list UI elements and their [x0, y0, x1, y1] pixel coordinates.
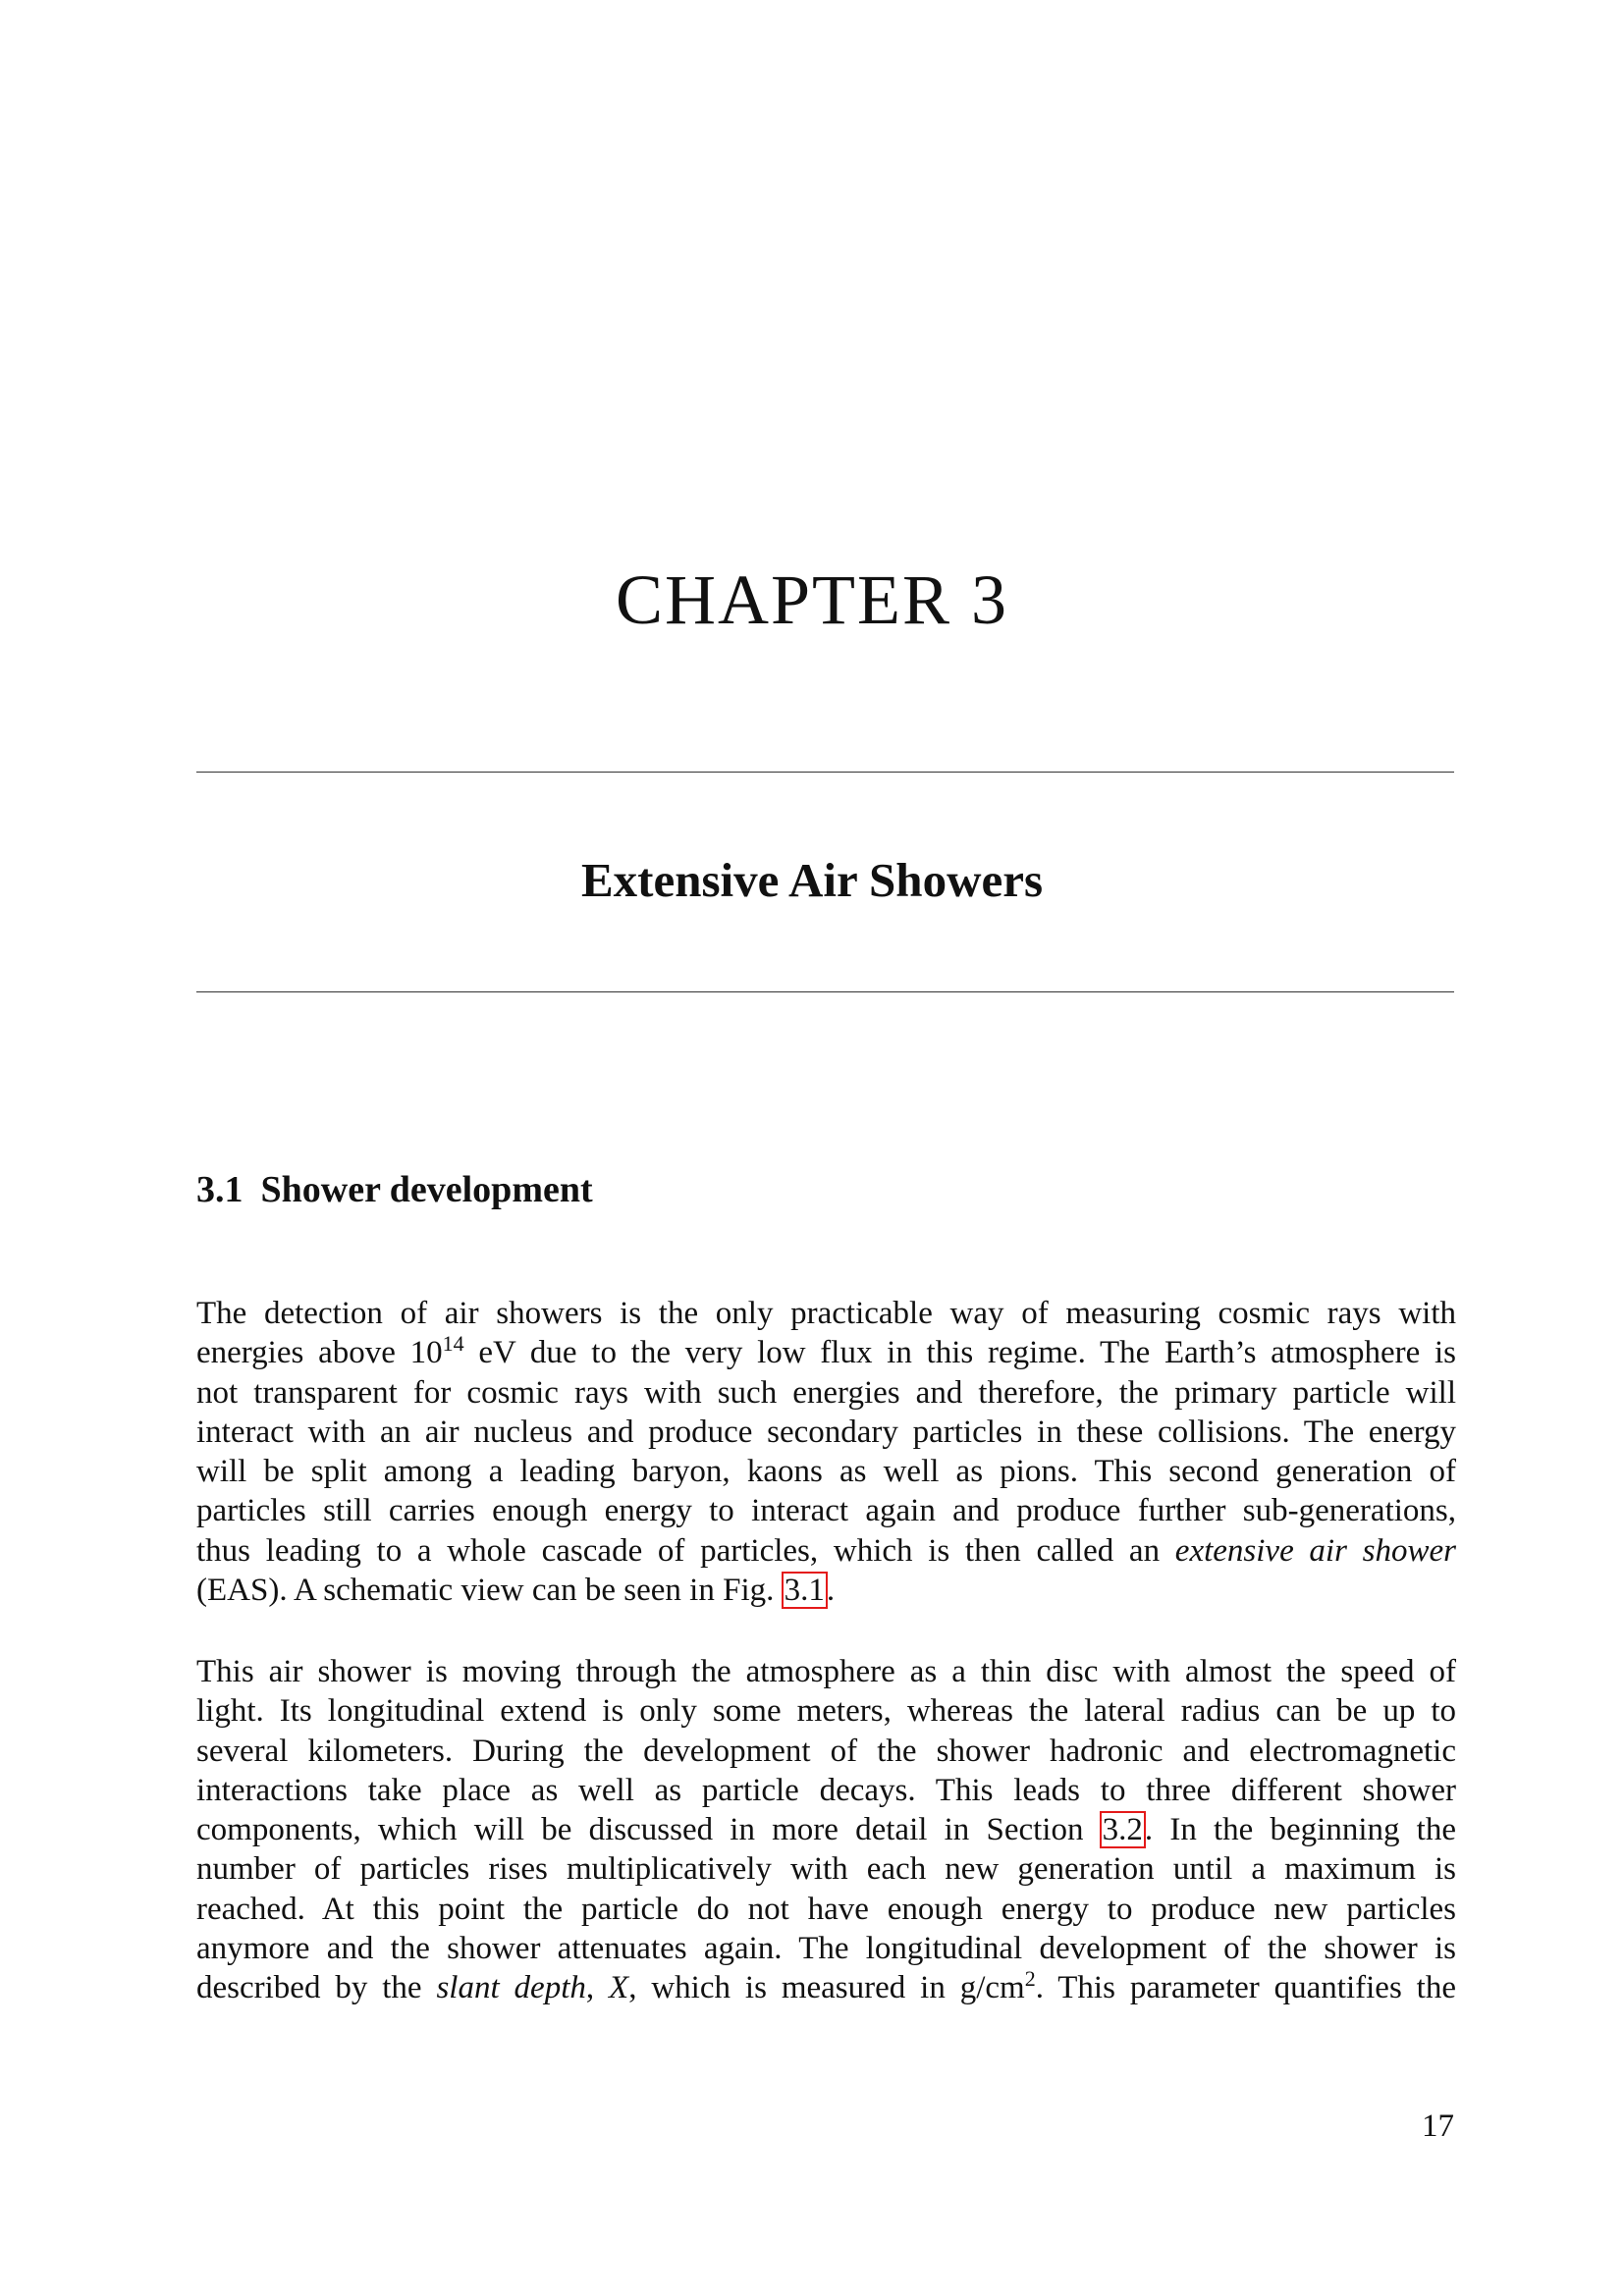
text-run: components, which will be discussed in more detail in Section — [196, 1812, 1101, 1848]
chapter-label: CHAPTER 3 — [615, 561, 1009, 639]
text-run: thus leading to a whole cascade of particles, which is then called an — [196, 1532, 1175, 1569]
text-line: number of particles rises multiplicatively with each new generation until a maximum is — [196, 1851, 1456, 1888]
text-line: will be split among a leading baryon, kaons as well as pions. This second generation of — [196, 1454, 1456, 1490]
text-line: light. Its longitudinal extend is only some meters, whereas the lateral radius can be up to — [196, 1693, 1456, 1730]
chapter-title: Extensive Air Showers — [580, 853, 1044, 907]
text-run: described by the — [196, 1970, 437, 2006]
section-heading — [196, 1168, 593, 1211]
text-run: (EAS). A schematic view can be seen in Fig. — [196, 1573, 783, 1609]
text-run: energies above 10 — [196, 1335, 443, 1371]
text-line — [196, 1571, 1456, 1610]
exponent: 14 — [442, 1331, 464, 1357]
text-line: particles still carries enough energy to interact again and produce further sub-generations, — [196, 1493, 1456, 1529]
figure-reference-link[interactable]: 3.1 — [784, 1573, 825, 1609]
text-line: interactions take place as well as particle decays. This leads to three different shower — [196, 1772, 1456, 1808]
text-line — [196, 1810, 1456, 1849]
text-line — [196, 1968, 1456, 2007]
text-run: eV due to the very low flux in this regime. The Earth’s atmosphere is — [463, 1335, 1457, 1371]
text-line: not transparent for cosmic rays with such energies and therefore, the primary particle will — [196, 1374, 1456, 1411]
text-line — [196, 1531, 1456, 1571]
exponent: 2 — [1024, 1966, 1036, 1992]
text-line: This air shower is moving through the atmosphere as a thin disc with almost the speed of — [196, 1654, 1456, 1689]
text-run: . In the beginning the — [1144, 1812, 1456, 1848]
section-reference-link[interactable]: 3.2 — [1102, 1812, 1143, 1848]
text-line: anymore and the shower attenuates again. The longitudinal development of the shower is — [196, 1931, 1456, 1967]
math-variable: X — [609, 1970, 629, 2006]
emphasis-term: slant depth — [436, 1970, 586, 2006]
chapter-rule-top — [196, 772, 1454, 773]
text-run: . This parameter quantifies the — [1035, 1970, 1456, 2006]
text-run: , — [585, 1970, 610, 2006]
paragraph-1 — [196, 1294, 1456, 1610]
text-line: The detection of air showers is the only practicable way of measuring cosmic rays with — [196, 1296, 1456, 1331]
text-line: interact with an air nucleus and produce secondary particles in these collisions. The energy — [196, 1414, 1456, 1450]
text-run: , which is measured in g/cm — [628, 1970, 1025, 2006]
text-line — [196, 1333, 1456, 1372]
emphasis-term: extensive air shower — [1174, 1532, 1456, 1569]
paragraph-2 — [196, 1652, 1456, 2008]
text-line: several kilometers. During the development of the shower hadronic and electromagnetic — [196, 1733, 1456, 1769]
text-run: . — [826, 1573, 836, 1609]
chapter-rule-bottom — [196, 991, 1454, 992]
page-number: 17 — [1422, 2109, 1454, 2144]
text-line: reached. At this point the particle do not have enough energy to produce new particles — [196, 1891, 1456, 1927]
section-number: 3.1 — [196, 1169, 244, 1210]
section-title: Shower development — [260, 1169, 593, 1210]
